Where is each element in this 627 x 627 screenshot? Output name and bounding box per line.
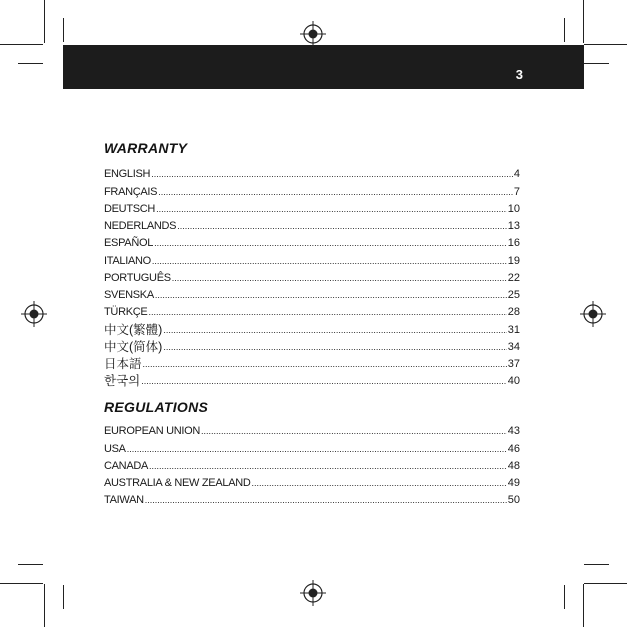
toc-entry-page: 46 [507, 442, 520, 455]
toc-entry-page: 13 [507, 220, 520, 232]
toc-entry-taiwan[interactable] [104, 490, 520, 507]
toc-entry-svenska[interactable] [104, 285, 520, 302]
toc-entry-korean[interactable] [104, 371, 520, 388]
toc-entry-nederlands[interactable] [104, 216, 520, 233]
crop-mark-top-left-vertical-inner [63, 18, 64, 42]
crop-mark-top-right-horizontal [584, 44, 627, 45]
dot-leader [127, 443, 507, 456]
toc-entry-label: 中文(简体) [104, 339, 163, 354]
toc-entry-label: FRANÇAIS [104, 185, 158, 198]
toc-entry-label: EUROPEAN UNION [104, 425, 201, 438]
toc-entry-chinese-traditional[interactable] [104, 319, 520, 336]
registration-mark-top-icon [300, 21, 326, 47]
crop-mark-bottom-right-horizontal-inner [584, 564, 609, 565]
toc-entry-usa[interactable] [104, 438, 520, 455]
toc-entry-page: 22 [507, 271, 520, 284]
toc-entry-label: ESPAÑOL [104, 237, 154, 250]
toc-entry-page: 37 [507, 358, 520, 370]
toc-entry-page: 31 [507, 323, 520, 336]
toc-entry-label: CANADA [104, 459, 149, 472]
regulations-heading: REGULATIONS [104, 399, 209, 415]
toc-entry-label: USA [104, 442, 126, 455]
dot-leader [152, 255, 507, 268]
crop-mark-bottom-left-vertical [44, 584, 45, 627]
dot-leader [145, 494, 507, 507]
toc-entry-label: ITALIANO [104, 254, 151, 267]
toc-entry-espanol[interactable] [104, 233, 520, 250]
crop-mark-bottom-right-vertical-inner [564, 585, 565, 609]
dot-leader [151, 168, 513, 181]
dot-leader [158, 186, 513, 199]
toc-entry-page: 50 [507, 494, 520, 507]
toc-entry-label: 日本語 [104, 357, 142, 371]
toc-entry-canada[interactable] [104, 456, 520, 473]
toc-entry-page: 43 [507, 425, 520, 438]
toc-entry-european-union[interactable] [104, 421, 520, 438]
crop-mark-bottom-left-horizontal-inner [18, 564, 43, 565]
toc-entry-page: 34 [507, 340, 520, 353]
dot-leader [163, 324, 506, 337]
dot-leader [148, 306, 506, 319]
crop-mark-top-right-vertical-inner [564, 18, 565, 42]
toc-entry-page: 7 [513, 185, 520, 198]
toc-entry-page: 48 [507, 459, 520, 472]
dot-leader [143, 358, 507, 371]
registration-mark-left-icon [21, 301, 47, 327]
crop-mark-top-left-vertical [44, 0, 45, 43]
toc-entry-label: TÜRKÇE [104, 306, 148, 319]
dot-leader [252, 477, 507, 490]
toc-entry-japanese[interactable] [104, 354, 520, 371]
toc-entry-turkce[interactable] [104, 302, 520, 319]
toc-entry-english[interactable] [104, 164, 520, 181]
page-number: 3 [515, 67, 523, 82]
dot-leader [201, 425, 507, 438]
toc-entry-page: 19 [507, 254, 520, 267]
toc-entry-label: PORTUGUÊS [104, 271, 171, 284]
crop-mark-top-left-horizontal-inner [18, 63, 43, 64]
dot-leader [156, 203, 507, 216]
toc-entry-italiano[interactable] [104, 250, 520, 267]
registration-mark-right-icon [580, 301, 606, 327]
toc-entry-page: 25 [507, 289, 520, 301]
toc-entry-label: NEDERLANDS [104, 220, 177, 232]
regulations-toc [104, 421, 520, 507]
crop-mark-bottom-left-horizontal [0, 583, 43, 584]
warranty-heading: WARRANTY [104, 140, 188, 156]
crop-mark-top-left-horizontal [0, 44, 43, 45]
dot-leader [154, 237, 507, 250]
toc-entry-australia-new-zealand[interactable] [104, 473, 520, 490]
dot-leader [149, 460, 507, 473]
toc-entry-label: AUSTRALIA & NEW ZEALAND [104, 477, 251, 489]
toc-entry-page: 10 [507, 202, 520, 215]
crop-mark-top-right-horizontal-inner [584, 63, 609, 64]
crop-mark-bottom-right-vertical [583, 584, 584, 627]
dot-leader [177, 220, 507, 233]
warranty-toc [104, 164, 520, 388]
toc-entry-deutsch[interactable] [104, 199, 520, 216]
toc-entry-label: TAIWAN [104, 494, 144, 507]
dot-leader [163, 341, 506, 354]
toc-entry-label: DEUTSCH [104, 202, 156, 215]
toc-entry-page: 4 [513, 168, 520, 181]
toc-entry-portugues[interactable] [104, 268, 520, 285]
crop-mark-top-right-vertical [583, 0, 584, 43]
toc-entry-label: 한국의 [104, 374, 141, 389]
toc-entry-page: 16 [507, 237, 520, 250]
registration-mark-bottom-icon [300, 580, 326, 606]
toc-entry-label: 中文(繁體) [104, 322, 163, 337]
toc-entry-page: 49 [507, 477, 520, 489]
toc-entry-label: SVENSKA [104, 289, 154, 301]
toc-entry-francais[interactable] [104, 181, 520, 198]
toc-entry-chinese-simplified[interactable] [104, 337, 520, 354]
crop-mark-bottom-right-horizontal [584, 583, 627, 584]
crop-mark-bottom-left-vertical-inner [63, 585, 64, 609]
dot-leader [155, 289, 507, 302]
dot-leader [141, 375, 507, 388]
dot-leader [172, 272, 507, 285]
header-bar [63, 45, 584, 89]
toc-entry-page: 28 [507, 306, 520, 319]
toc-entry-page: 40 [507, 375, 520, 388]
toc-entry-label: ENGLISH [104, 168, 151, 181]
